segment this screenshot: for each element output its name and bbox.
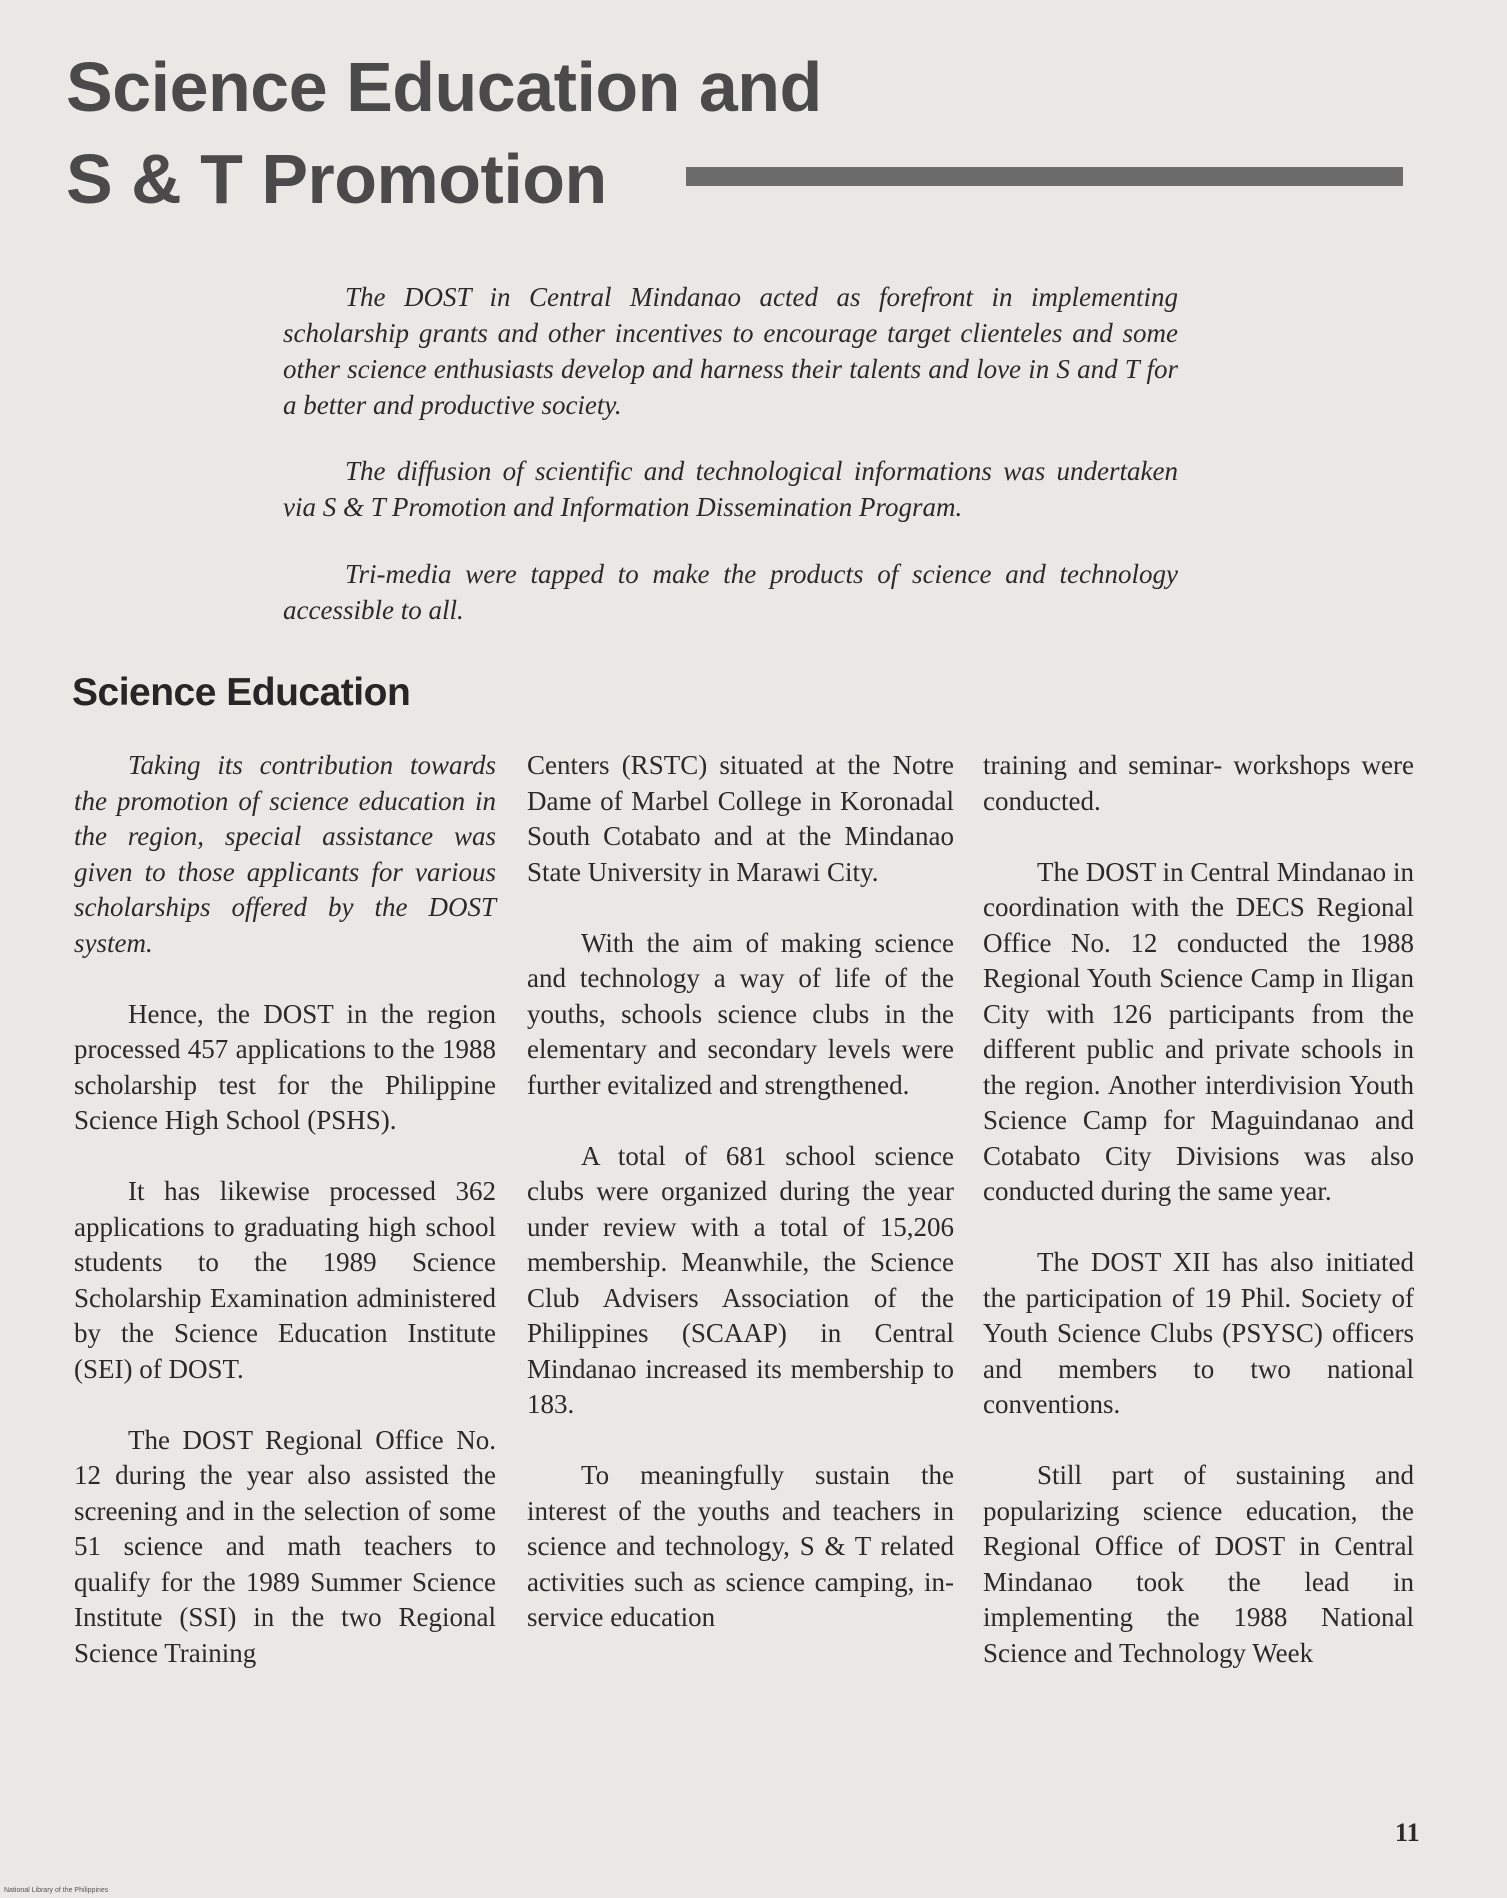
column-3-paragraph-2: The DOST in Central Mindanao in coordination with the DECS Regional Office No. 12 conducted the 1988 Regional Youth Science Camp in Iligan City with 126 participants from the different public and private schools in the region. Another interdivision Youth Science Camp for Maguindanao and Cotabato City Divisions was also conducted during the same year. (983, 856, 1414, 1206)
text-column-3 (983, 748, 1414, 1707)
page-number: 11 (1395, 1818, 1420, 1847)
text-column-2 (527, 748, 954, 1671)
column-2-paragraph-4: To meaningfully sustain the interest of the youths and teachers in science and technology, S & T related activities such as science camping, in-service education (527, 1460, 954, 1632)
footer-source-tag: National Library of the Philippines (4, 1887, 109, 1894)
column-2-paragraph-2: With the aim of making science and technology a way of life of the youths, schools science clubs in the elementary and secondary levels were further evitalized and strengthened. (527, 927, 954, 1100)
intro-paragraph-2-text: The diffusion of scientific and technological informations was undertaken via S & T Promotion and Information Dissemination Program. (283, 456, 1178, 522)
column-1-paragraph-2: Hence, the DOST in the region processed 457 applications to the 1988 scholarship test for the Philippine Science High School (PSHS). (74, 998, 496, 1135)
column-1-paragraph-3: It has likewise processed 362 applications to graduating high school students to the 1989 Science Scholarship Examination administered by the Science Education Institute (SEI) of DOST. (74, 1176, 496, 1384)
page-title-line-1: Science Education and (66, 48, 822, 126)
column-3-paragraph-4: Still part of sustaining and popularizing science education, the Regional Office of DOST in Central Mindanao took the lead in implementing the 1988 National Science and Technology Week (983, 1460, 1414, 1668)
intro-paragraph-3 (283, 556, 1178, 628)
column-1-paragraph-1: Taking its contribution towards the promotion of science education in the region, special assistance was given to those applicants for various scholarships offered by the DOST system. (74, 750, 496, 958)
page-title-line-2: S & T Promotion (66, 140, 607, 218)
title-rule-bar (686, 167, 1403, 186)
column-2-paragraph-3: A total of 681 school science clubs were organized during the year under review with a total of 15,206 membership. Meanwhile, the Science Club Advisers Association of the Philippines (SCAAP) in Central Mindanao increased its membership to 183. (527, 1140, 954, 1419)
intro-paragraph-2 (283, 453, 1178, 525)
column-1-paragraph-4: The DOST Regional Office No. 12 during the year also assisted the screening and in the selection of some 51 science and math teachers to qualify for the 1989 Summer Science Institute (SSI) in the two Regional Science Training (74, 1424, 496, 1668)
column-3-paragraph-1: training and seminar- workshops were conducted. (983, 750, 1414, 816)
intro-paragraph-1 (283, 279, 1178, 423)
column-3-paragraph-3: The DOST XII has also initiated the participation of 19 Phil. Society of Youth Science Clubs (PSYSC) officers and members to two national conventions. (983, 1247, 1414, 1419)
column-2-paragraph-1: Centers (RSTC) situated at the Notre Dame of Marbel College in Koronadal South Cotabato and at the Mindanao State University in Marawi City. (527, 750, 954, 887)
text-column-1 (74, 748, 496, 1707)
intro-paragraph-1-text: The DOST in Central Mindanao acted as forefront in implementing scholarship grants and other incentives to encourage target clienteles and some other science enthusiasts develop and harness their talents and love in S and T for a better and productive society. (283, 282, 1178, 420)
intro-paragraph-3-text: Tri-media were tapped to make the products of science and technology accessible to all. (283, 559, 1178, 625)
section-heading: Science Education (72, 671, 411, 714)
